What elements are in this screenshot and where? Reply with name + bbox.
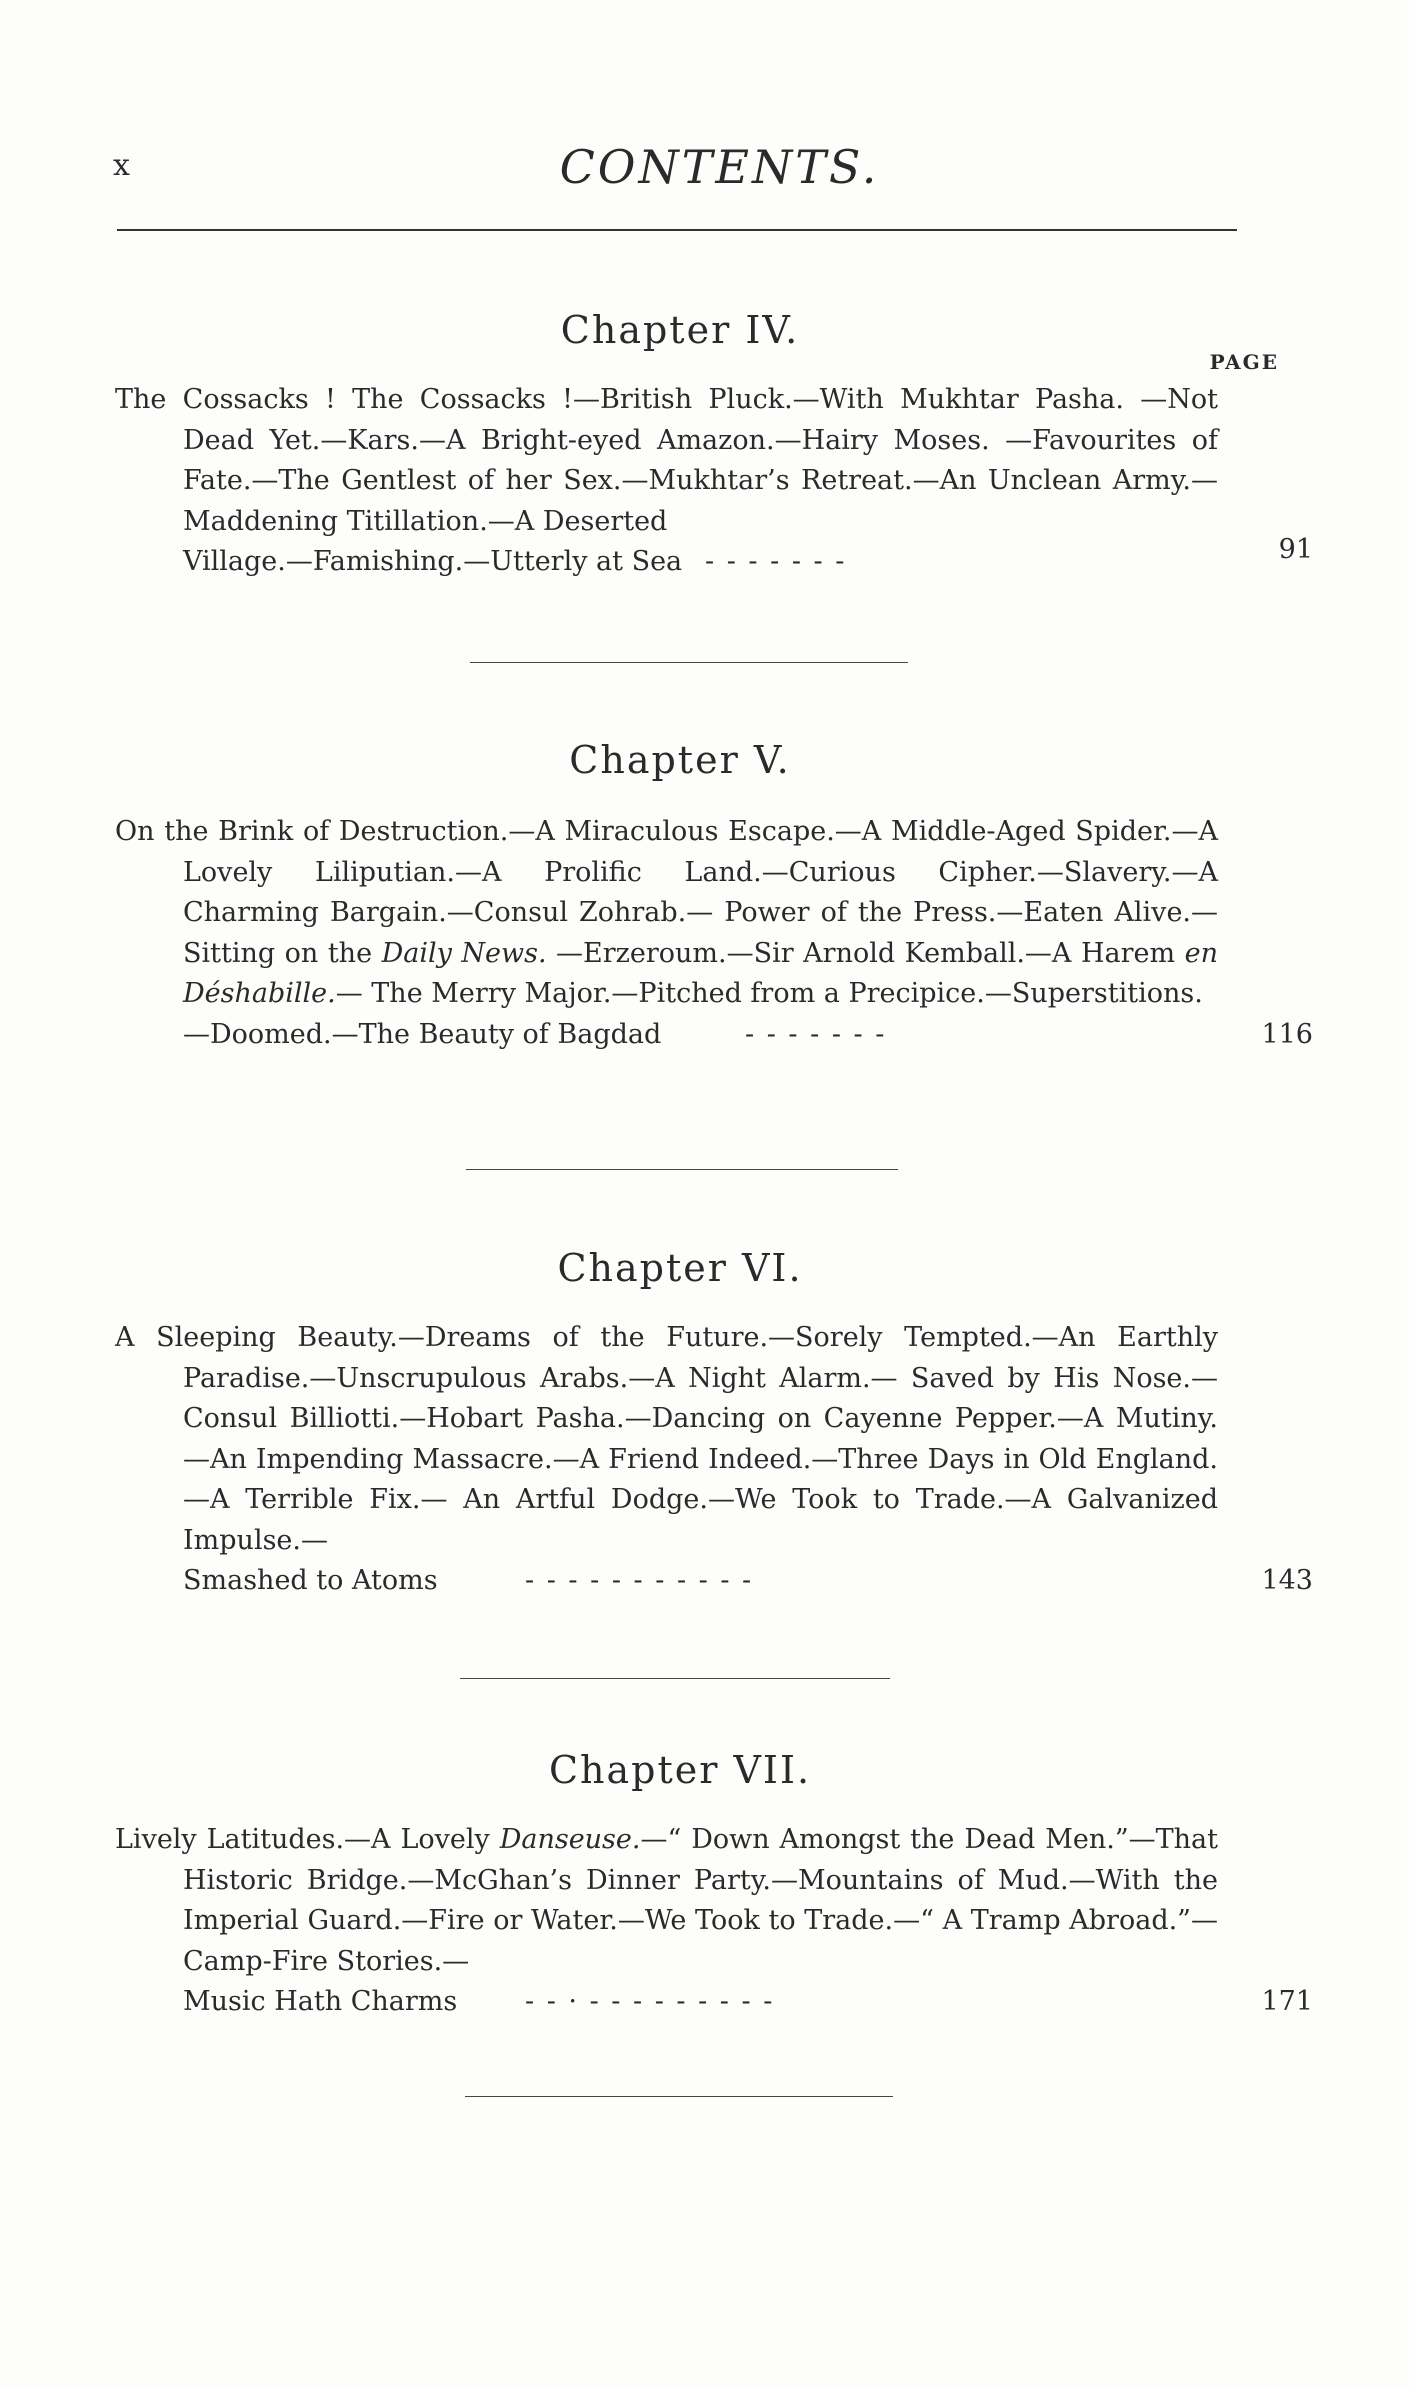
page-number: 91 — [1278, 534, 1313, 565]
dot-leaders: - - - - - - - - - - - — [525, 1565, 754, 1596]
chapter-summary: Lively Latitudes.—A Lovely Danseuse.—“ Down Amongst the Dead Men.”—That Historic Bridge.—McGhan’s Dinner Party.—Mountains of Mud.—With the Imperial Guard.—Fire or Water.—We Took to Trade.—“ A Tramp Abroad.”—Camp-Fire Stories.— — [115, 1824, 1218, 1977]
last-line-text: Smashed to Atoms — [183, 1565, 438, 1596]
page-number: 116 — [1261, 1018, 1313, 1050]
chapter-last-line — [115, 1015, 1313, 1055]
chapter-title: Chapter VII. — [548, 1748, 812, 1792]
chapter-vi — [115, 1238, 1313, 1601]
section-rule — [465, 2096, 893, 2097]
last-line-text: Village.—Famishing.—Utterly at Sea — [183, 546, 683, 577]
chapter-v — [115, 730, 1313, 1055]
chapter-last-line — [115, 1561, 1313, 1601]
chapter-title: Chapter V. — [569, 738, 791, 782]
chapter-last-line — [115, 1982, 1313, 2022]
chapter-summary: A Sleeping Beauty.—Dreams of the Future.—Sorely Tempted.—An Earthly Paradise.—Unscrupulous Arabs.—A Night Alarm.— Saved by His Nose.—Consul Billiotti.—Hobart Pasha.—Dancing on Cayenne Pepper.—A Mutiny.—An Impending Massacre.—A Friend Indeed.—Three Days in Old England.—A Terrible Fix.— An Artful Dodge.—We Took to Trade.—A Galvanized Impulse.— — [115, 1322, 1218, 1556]
section-rule — [466, 1169, 898, 1170]
chapter-vii — [115, 1740, 1313, 2022]
chapter-iv — [115, 300, 1313, 582]
page-column-label: PAGE — [1209, 350, 1279, 374]
page-number: 171 — [1261, 1986, 1313, 2017]
dot-leaders: - - - - - - - — [745, 1018, 887, 1050]
last-line-text: Music Hath Charms — [183, 1986, 458, 2017]
running-head: CONTENTS. — [559, 140, 880, 194]
chapter-summary: On the Brink of Destruction.—A Miraculous Escape.—A Middle-Aged Spider.—A Lovely Liliputian.—A Prolific Land.—Curious Cipher.—Slavery.—A Charming Bargain.—Consul Zohrab.— Power of the Press.—Eaten Alive.—Sitting on the Daily News. —Erzeroum.—Sir Arnold Kemball.—A Harem en Déshabille.— The Merry Major.—Pitched from a Precipice.—Superstitions. — [115, 816, 1218, 1009]
last-line-text: —Doomed.—The Beauty of Bagdad — [183, 1018, 662, 1050]
dot-leaders: - - · - - - - - - - - - — [525, 1986, 775, 2017]
section-rule — [460, 1678, 890, 1679]
chapter-last-line — [115, 534, 1313, 582]
chapter-title: Chapter IV. — [560, 308, 800, 352]
chapter-summary: The Cossacks ! The Cossacks !—British Pluck.—With Mukhtar Pasha. —Not Dead Yet.—Kars.—A Bright-eyed Amazon.—Hairy Moses. —Favourites of Fate.—The Gentlest of her Sex.—Mukhtar’s Retreat.—An Unclean Army.—Maddening Titillation.—A Deserted — [115, 384, 1218, 537]
page-number: 143 — [1261, 1565, 1313, 1596]
dot-leaders: - - - - - - - — [705, 546, 847, 577]
section-rule — [470, 662, 908, 663]
page-folio: x — [113, 148, 131, 183]
chapter-title: Chapter VI. — [557, 1246, 803, 1290]
header-rule — [117, 229, 1237, 231]
